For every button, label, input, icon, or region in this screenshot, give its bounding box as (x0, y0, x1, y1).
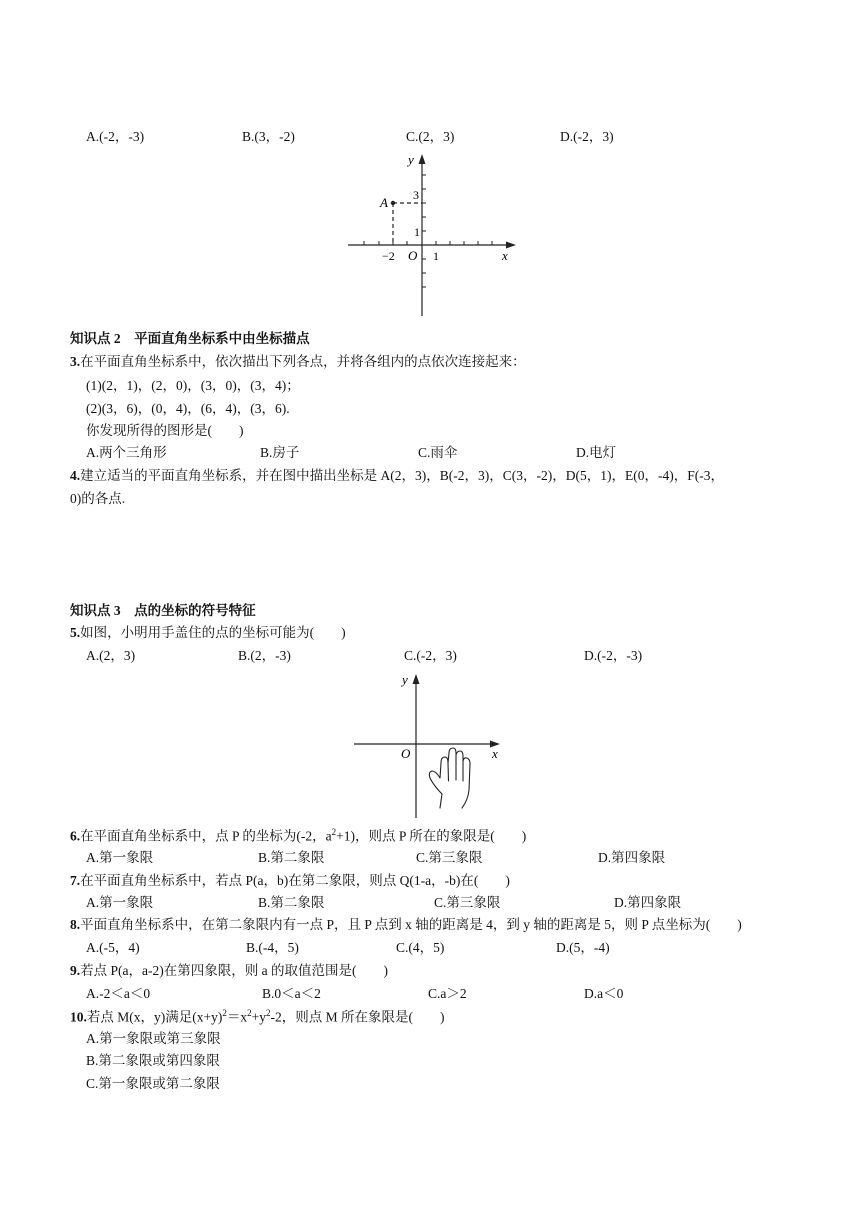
q3-stem-line (70, 355, 526, 369)
section-3-title: 知识点 3 点的坐标的符号特征 (70, 603, 256, 618)
q2-option-c[interactable]: C.(2，3) (406, 129, 455, 144)
q7-stem-line (70, 874, 510, 888)
q4-stem-line-1 (70, 469, 724, 483)
q3-group-1: (1)(2，1)，(2，0)，(3，0)，(3，4)； (86, 378, 300, 393)
q3-question: 你发现所得的图形是( ) (86, 423, 244, 438)
q10-stem-a: 若点 M(x，y)满足(x+y) (86, 1009, 223, 1025)
q3-number: 3. (70, 354, 81, 369)
q9-option-d[interactable]: D.a＜0 (584, 986, 624, 1001)
q6-option-a[interactable]: A.第一象限 (86, 850, 154, 865)
q10-stem-c: +y (251, 1009, 266, 1025)
q5-origin-label: O (401, 746, 411, 761)
q5-option-c[interactable]: C.(-2，3) (404, 648, 457, 663)
q6-superscript: 2 (331, 827, 337, 837)
q10-stem-d: -2，则点 M 所在象限是( ) (270, 1009, 445, 1025)
q2-point-label: A (380, 195, 388, 210)
q9-number: 9. (70, 963, 81, 978)
q5-stem-line (70, 626, 346, 640)
q5-option-a[interactable]: A.(2，3) (86, 648, 136, 663)
q2-y-tick-3: 3 (413, 188, 419, 202)
q10-stem-line (70, 1009, 444, 1024)
q3-stem: 在平面直角坐标系中，依次描出下列各点，并将各组内的点依次连接起来： (80, 354, 526, 369)
q3-group-2: (2)(3，6)，(0，4)，(6，4)，(3，6). (86, 401, 290, 416)
q5-coordinate-figure (350, 666, 510, 822)
q8-stem-line (70, 918, 742, 932)
q2-option-b[interactable]: B.(3，-2) (242, 129, 295, 144)
q2-y-tick-1: 1 (414, 225, 420, 239)
q4-number: 4. (70, 468, 81, 483)
q5-x-label: x (492, 746, 498, 761)
q3-option-d[interactable]: D.电灯 (576, 445, 617, 460)
q5-stem: 如图，小明用手盖住的点的坐标可能为( ) (80, 625, 346, 640)
section-2-title: 知识点 2 平面直角坐标系中由坐标描点 (70, 331, 310, 346)
q7-option-a[interactable]: A.第一象限 (86, 895, 154, 910)
q7-number: 7. (70, 873, 81, 888)
q10-option-b[interactable]: B.第二象限或第四象限 (86, 1053, 220, 1068)
q10-option-a[interactable]: A.第一象限或第三象限 (86, 1031, 221, 1046)
hand-icon (429, 748, 470, 808)
q3-option-a[interactable]: A.两个三角形 (86, 445, 167, 460)
q6-option-d[interactable]: D.第四象限 (598, 850, 666, 865)
q8-option-d[interactable]: D.(5，-4) (556, 940, 610, 955)
q9-option-c[interactable]: C.a＞2 (428, 986, 467, 1001)
q7-option-c[interactable]: C.第三象限 (434, 895, 501, 910)
q7-stem: 在平面直角坐标系中，若点 P(a，b)在第二象限，则点 Q(1-a，-b)在( ) (80, 873, 510, 888)
q9-option-a[interactable]: A.-2＜a＜0 (86, 986, 151, 1001)
q5-option-b[interactable]: B.(2，-3) (238, 648, 291, 663)
q5-y-label: y (402, 672, 408, 687)
q9-stem: 若点 P(a，a-2)在第四象限，则 a 的取值范围是( ) (80, 963, 388, 978)
q9-stem-line (70, 964, 388, 978)
q2-y-label: y (408, 152, 414, 167)
q8-option-c[interactable]: C.(4，5) (396, 940, 445, 955)
q6-stem-b: +1)，则点 P 所在的象限是( ) (336, 828, 527, 844)
q7-option-d[interactable]: D.第四象限 (614, 895, 682, 910)
q4-stem-line-2: 0)的各点. (70, 491, 126, 506)
q2-coordinate-figure (340, 148, 530, 323)
q10-stem-b: ＝x (226, 1009, 248, 1025)
q10-option-c[interactable]: C.第一象限或第二象限 (86, 1076, 220, 1091)
q10-sup-3: 2 (265, 1008, 271, 1018)
q6-option-b[interactable]: B.第二象限 (258, 850, 325, 865)
q6-stem-line (70, 828, 526, 843)
q5-number: 5. (70, 625, 81, 640)
q7-option-b[interactable]: B.第二象限 (258, 895, 325, 910)
q2-option-d[interactable]: D.(-2，3) (560, 129, 614, 144)
q3-option-b[interactable]: B.房子 (260, 445, 300, 460)
q2-option-a[interactable]: A.(-2，-3) (86, 129, 145, 144)
q8-stem: 平面直角坐标系中，在第二象限内有一点 P，且 P 点到 x 轴的距离是 4，到 y 轴的距离是 5，则 P 点坐标为( ) (80, 917, 742, 932)
q9-option-b[interactable]: B.0＜a＜2 (262, 986, 321, 1001)
q6-option-c[interactable]: C.第三象限 (416, 850, 483, 865)
q8-number: 8. (70, 917, 81, 932)
q6-number: 6. (70, 828, 81, 844)
q2-x-label: x (502, 248, 508, 263)
q8-option-a[interactable]: A.(-5，4) (86, 940, 140, 955)
q10-sup-1: 2 (222, 1008, 227, 1018)
q8-option-b[interactable]: B.(-4，5) (246, 940, 299, 955)
q2-origin-label: O (408, 248, 418, 263)
q10-number: 10. (70, 1009, 87, 1025)
q3-option-c[interactable]: C.雨伞 (418, 445, 458, 460)
q5-option-d[interactable]: D.(-2，-3) (584, 648, 643, 663)
q4-stem-1: 建立适当的平面直角坐标系，并在图中描出坐标是 A(2，3)，B(-2，3)，C(3，-2)，D(5，1)，E(0，-4)，F(-3， (80, 468, 724, 483)
q2-x-tick-1: 1 (433, 249, 439, 263)
q10-sup-2: 2 (247, 1008, 252, 1018)
q2-x-tick-neg2: −2 (382, 249, 395, 263)
q6-stem-a: 在平面直角坐标系中，点 P 的坐标为(-2，a (80, 828, 332, 844)
